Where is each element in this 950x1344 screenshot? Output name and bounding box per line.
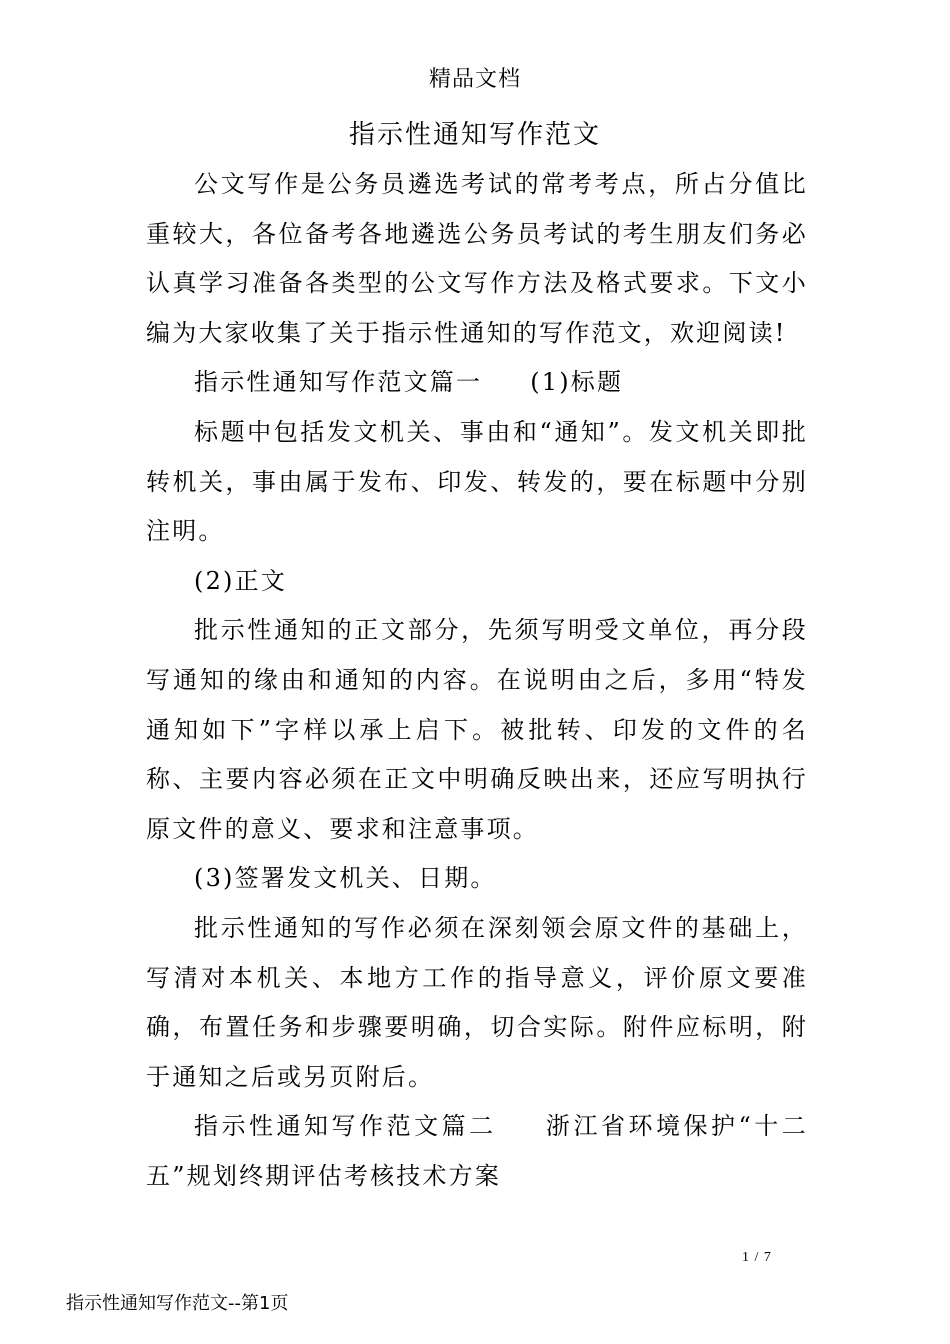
section-title: 指示性通知写作范文篇二 <box>194 1112 497 1141</box>
subsection-label: (1)标题 <box>530 368 624 397</box>
body-paragraph: 批示性通知的正文部分，先须写明受文单位，再分段写通知的缘由和通知的内容。在说明由之后，多用“特发通知如下”字样以承上启下。被批转、印发的文件的名称、主要内容必须在正文中明确反映出来，还应写明执行原文件的意义、要求和注意事项。 <box>146 616 808 843</box>
section-subject: 浙江省环境保护“十二五”规划终期评估考核技术方案 <box>146 1112 808 1190</box>
title-paragraph: 标题中包括发文机关、事由和“通知”。发文机关即批转机关，事由属于发布、印发、转发的，要在标题中分别注明。 <box>146 417 808 546</box>
document-body <box>146 160 808 1201</box>
page-number: 1 / 7 <box>742 1250 772 1265</box>
page-header: 精品文档 <box>428 67 521 92</box>
writing-paragraph: 批示性通知的写作必须在深刻领会原文件的基础上，写清对本机关、本地方工作的指导意义，评价原文要准确，布置任务和步骤要明确，切合实际。附件应标明，附于通知之后或另页附后。 <box>146 913 808 1091</box>
section-heading-2 <box>146 1102 808 1201</box>
intro-paragraph: 公文写作是公务员遴选考试的常考考点，所占分值比重较大，各位备考各地遴选公务员考试的考生朋友们务必认真学习准备各类型的公文写作方法及格式要求。下文小编为大家收集了关于指示性通知的写作范文，欢迎阅读! <box>146 170 808 347</box>
document-title: 指示性通知写作范文 <box>348 120 601 150</box>
subsection-signature-label: (3)签署发文机关、日期。 <box>194 864 497 893</box>
section-title: 指示性通知写作范文篇一 <box>194 368 483 397</box>
section-heading-1 <box>146 358 808 408</box>
page-footer: 指示性通知写作范文--第1页 <box>66 1293 289 1314</box>
subsection-body-label: (2)正文 <box>194 566 287 595</box>
